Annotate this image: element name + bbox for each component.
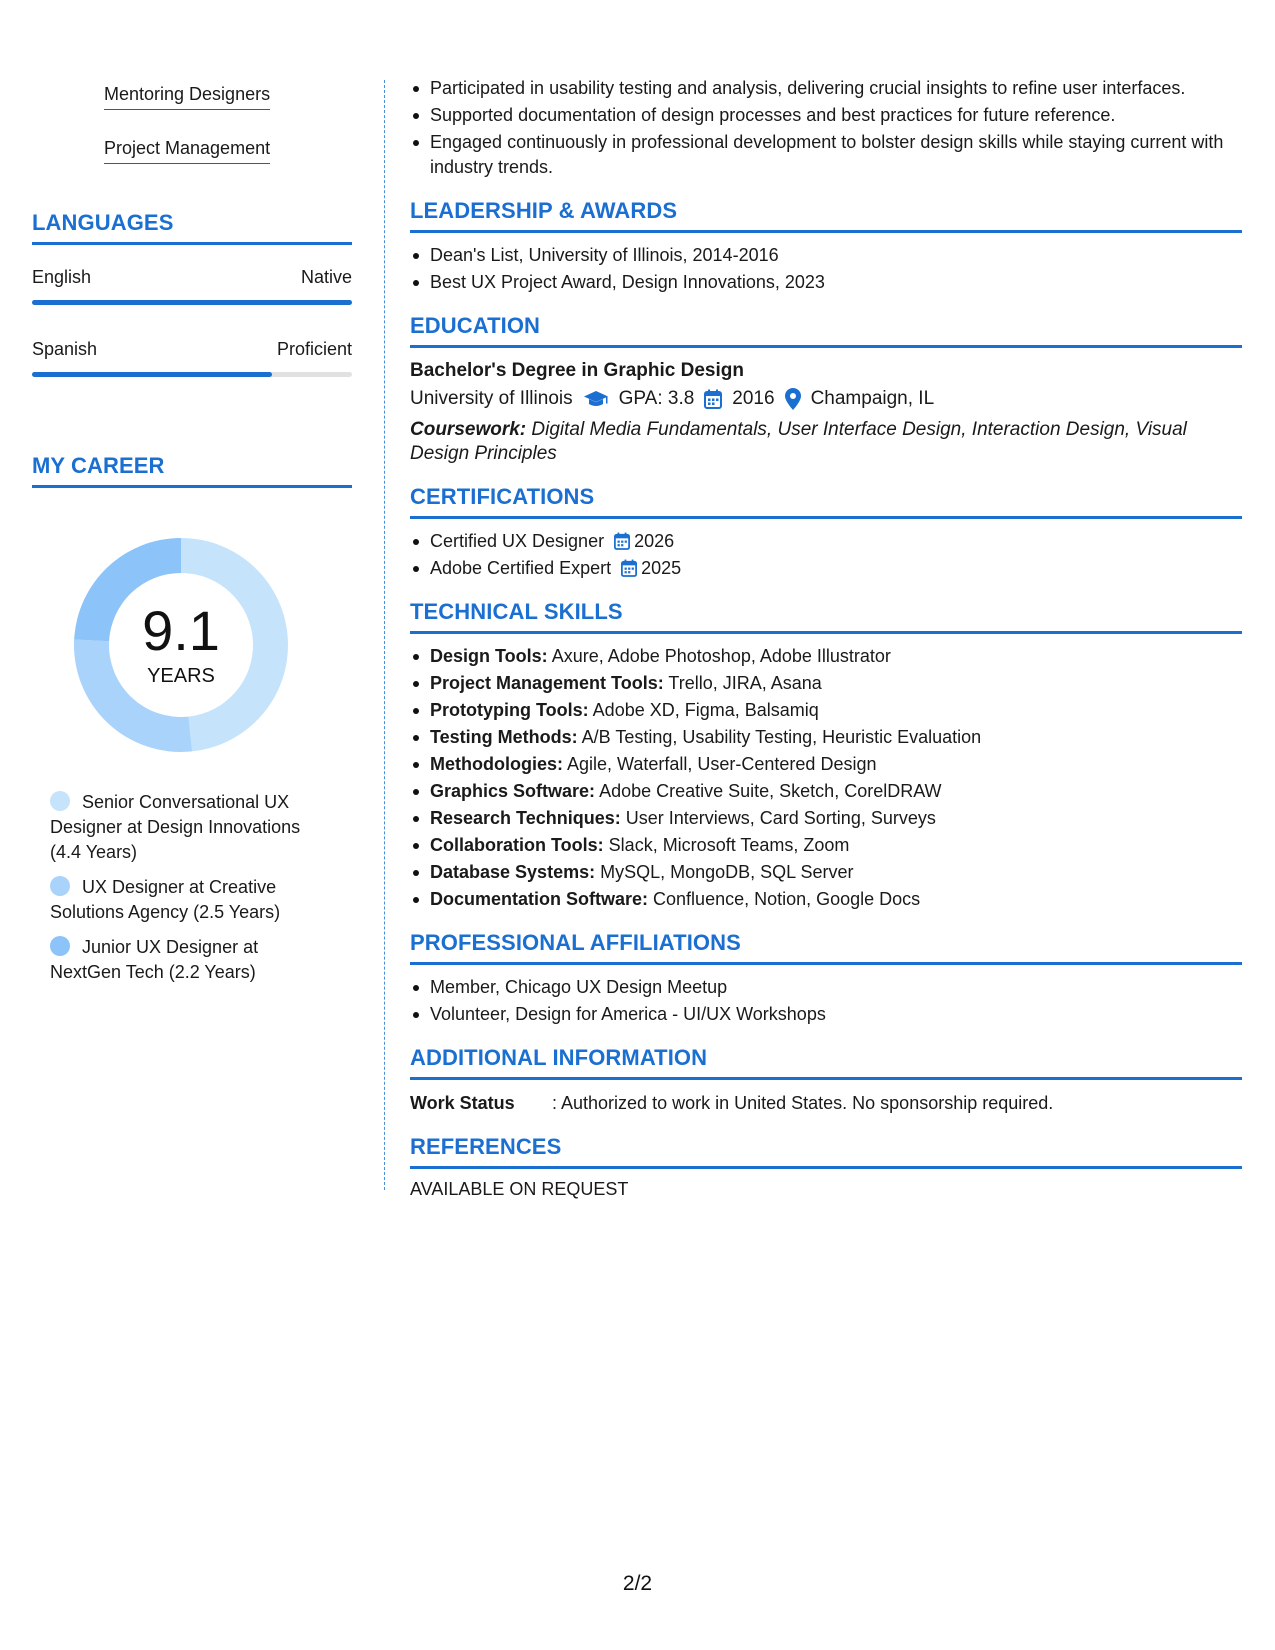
career-legend-item xyxy=(50,935,320,985)
skill-label: Documentation Software: xyxy=(430,889,649,909)
skill-value: User Interviews, Card Sorting, Surveys xyxy=(625,808,936,828)
section-rule xyxy=(32,485,352,488)
donut-center xyxy=(66,530,296,760)
skill-label: Collaboration Tools: xyxy=(430,835,604,855)
section-title: REFERENCES xyxy=(410,1134,562,1159)
list-item xyxy=(410,556,1242,581)
language-name: English xyxy=(32,267,92,287)
list-item: Member, Chicago UX Design Meetup xyxy=(410,975,1242,1000)
skill-value: Confluence, Notion, Google Docs xyxy=(653,889,921,909)
skill-value: Axure, Adobe Photoshop, Adobe Illustrator xyxy=(551,646,891,666)
language-row xyxy=(32,339,352,360)
calendar-icon xyxy=(621,559,637,577)
technical-skills-section xyxy=(410,599,1242,912)
skill-value: A/B Testing, Usability Testing, Heuristic Evaluation xyxy=(581,727,982,747)
language-row xyxy=(32,267,352,288)
coursework xyxy=(410,418,1242,466)
languages-section xyxy=(32,210,352,377)
list-item: Participated in usability testing and analysis, delivering crucial insights to refine user interfaces. xyxy=(410,76,1242,101)
affiliations-section xyxy=(410,930,1242,1027)
calendar-icon xyxy=(614,532,630,550)
skill-value: Slack, Microsoft Teams, Zoom xyxy=(608,835,850,855)
work-status-label: Work Status xyxy=(410,1093,515,1113)
page-number: 2/2 xyxy=(622,1572,653,1595)
career-role-label: Junior UX Designer at NextGen Tech (2.2 Years) xyxy=(50,937,259,982)
skill-value: Agile, Waterfall, User-Centered Design xyxy=(567,754,877,774)
work-status-row xyxy=(410,1090,1242,1116)
section-title: EDUCATION xyxy=(410,313,541,338)
list-item: Engaged continuously in professional development to bolster design skills while staying current with industry trends. xyxy=(410,130,1242,180)
experience-bullets xyxy=(410,76,1242,180)
references-section xyxy=(410,1134,1242,1200)
section-rule xyxy=(410,631,1242,634)
section-title: LANGUAGES xyxy=(32,210,174,235)
technical-skills-list xyxy=(410,644,1242,912)
legend-dot xyxy=(50,876,70,896)
skills-list xyxy=(32,84,352,164)
list-item xyxy=(410,779,1242,804)
leadership-section xyxy=(410,198,1242,295)
main-column xyxy=(410,60,1242,1200)
skill-label: Database Systems: xyxy=(430,862,596,882)
sidebar xyxy=(32,60,352,985)
legend-dot xyxy=(50,791,70,811)
career-legend xyxy=(32,790,352,985)
skill-value: Adobe Creative Suite, Sketch, CorelDRAW xyxy=(599,781,942,801)
section-rule xyxy=(410,1166,1242,1169)
school-location: Champaign, IL xyxy=(810,388,935,409)
gpa: GPA: 3.8 xyxy=(618,388,695,409)
skill-value: Adobe XD, Figma, Balsamiq xyxy=(592,700,819,720)
education-section xyxy=(410,313,1242,466)
section-rule xyxy=(410,1077,1242,1080)
cert-year: 2026 xyxy=(634,531,675,551)
list-item xyxy=(410,529,1242,554)
career-section xyxy=(32,453,352,985)
list-item xyxy=(410,833,1242,858)
list-item xyxy=(410,752,1242,777)
cert-year: 2025 xyxy=(641,558,682,578)
section-title: ADDITIONAL INFORMATION xyxy=(410,1045,708,1070)
section-rule xyxy=(410,230,1242,233)
career-total-unit: YEARS xyxy=(147,664,215,687)
section-rule xyxy=(410,345,1242,348)
list-item xyxy=(410,725,1242,750)
list-item xyxy=(410,806,1242,831)
section-title: CERTIFICATIONS xyxy=(410,484,595,509)
calendar-icon xyxy=(704,389,722,409)
section-title: MY CAREER xyxy=(32,453,165,478)
coursework-text: Digital Media Fundamentals, User Interface Design, Interaction Design, Visual Design Principles xyxy=(410,419,1187,464)
section-rule xyxy=(410,516,1242,519)
certifications-section xyxy=(410,484,1242,581)
career-donut-chart xyxy=(66,530,296,760)
skill-label: Design Tools: xyxy=(430,646,548,666)
cert-name: Adobe Certified Expert xyxy=(430,558,612,578)
language-bar xyxy=(32,300,352,305)
skill-label: Graphics Software: xyxy=(430,781,596,801)
section-title: LEADERSHIP & AWARDS xyxy=(410,198,678,223)
list-item xyxy=(410,860,1242,885)
coursework-label: Coursework: xyxy=(410,419,527,440)
education-meta xyxy=(410,384,1242,414)
additional-info-section xyxy=(410,1045,1242,1116)
career-total-years: 9.1 xyxy=(142,598,220,662)
language-level: Native xyxy=(300,267,352,287)
skill-label: Research Techniques: xyxy=(430,808,621,828)
map-pin-icon xyxy=(785,388,801,410)
skill-item: Project Management xyxy=(104,138,270,164)
list-item: Best UX Project Award, Design Innovations, 2023 xyxy=(410,270,1242,295)
legend-dot xyxy=(50,936,70,956)
skill-value: MySQL, MongoDB, SQL Server xyxy=(600,862,854,882)
leadership-list xyxy=(410,243,1242,295)
language-bar-fill xyxy=(32,300,352,305)
career-legend-item xyxy=(50,875,320,925)
references-text: AVAILABLE ON REQUEST xyxy=(410,1179,629,1199)
list-item xyxy=(410,671,1242,696)
certifications-list xyxy=(410,529,1242,581)
list-item xyxy=(410,644,1242,669)
column-divider xyxy=(384,80,385,1190)
skill-label: Testing Methods: xyxy=(430,727,578,747)
section-rule xyxy=(410,962,1242,965)
list-item: Supported documentation of design processes and best practices for future reference. xyxy=(410,103,1242,128)
skill-label: Prototyping Tools: xyxy=(430,700,589,720)
work-status-value: : Authorized to work in United States. No sponsorship required. xyxy=(552,1093,1054,1113)
list-item xyxy=(410,698,1242,723)
list-item xyxy=(410,887,1242,912)
language-bar-fill xyxy=(32,372,272,377)
skill-label: Methodologies: xyxy=(430,754,563,774)
section-rule xyxy=(32,242,352,245)
graduation-cap-icon xyxy=(583,389,609,409)
language-level: Proficient xyxy=(276,339,352,359)
degree-title: Bachelor's Degree in Graphic Design xyxy=(410,360,744,381)
skill-label: Project Management Tools: xyxy=(430,673,664,693)
career-role-label: Senior Conversational UX Designer at Design Innovations (4.4 Years) xyxy=(50,792,301,862)
skill-value: Trello, JIRA, Asana xyxy=(668,673,822,693)
list-item: Dean's List, University of Illinois, 2014-2016 xyxy=(410,243,1242,268)
language-name: Spanish xyxy=(32,339,98,359)
cert-name: Certified UX Designer xyxy=(430,531,605,551)
language-bar xyxy=(32,372,352,377)
section-title: TECHNICAL SKILLS xyxy=(410,599,623,624)
career-role-label: UX Designer at Creative Solutions Agency (2.5 Years) xyxy=(50,877,281,922)
school-name: University of Illinois xyxy=(410,388,573,409)
skill-item: Mentoring Designers xyxy=(104,84,270,110)
graduation-year: 2016 xyxy=(732,388,775,409)
affiliations-list xyxy=(410,975,1242,1027)
career-legend-item xyxy=(50,790,320,865)
section-title: PROFESSIONAL AFFILIATIONS xyxy=(410,930,741,955)
list-item: Volunteer, Design for America - UI/UX Workshops xyxy=(410,1002,1242,1027)
